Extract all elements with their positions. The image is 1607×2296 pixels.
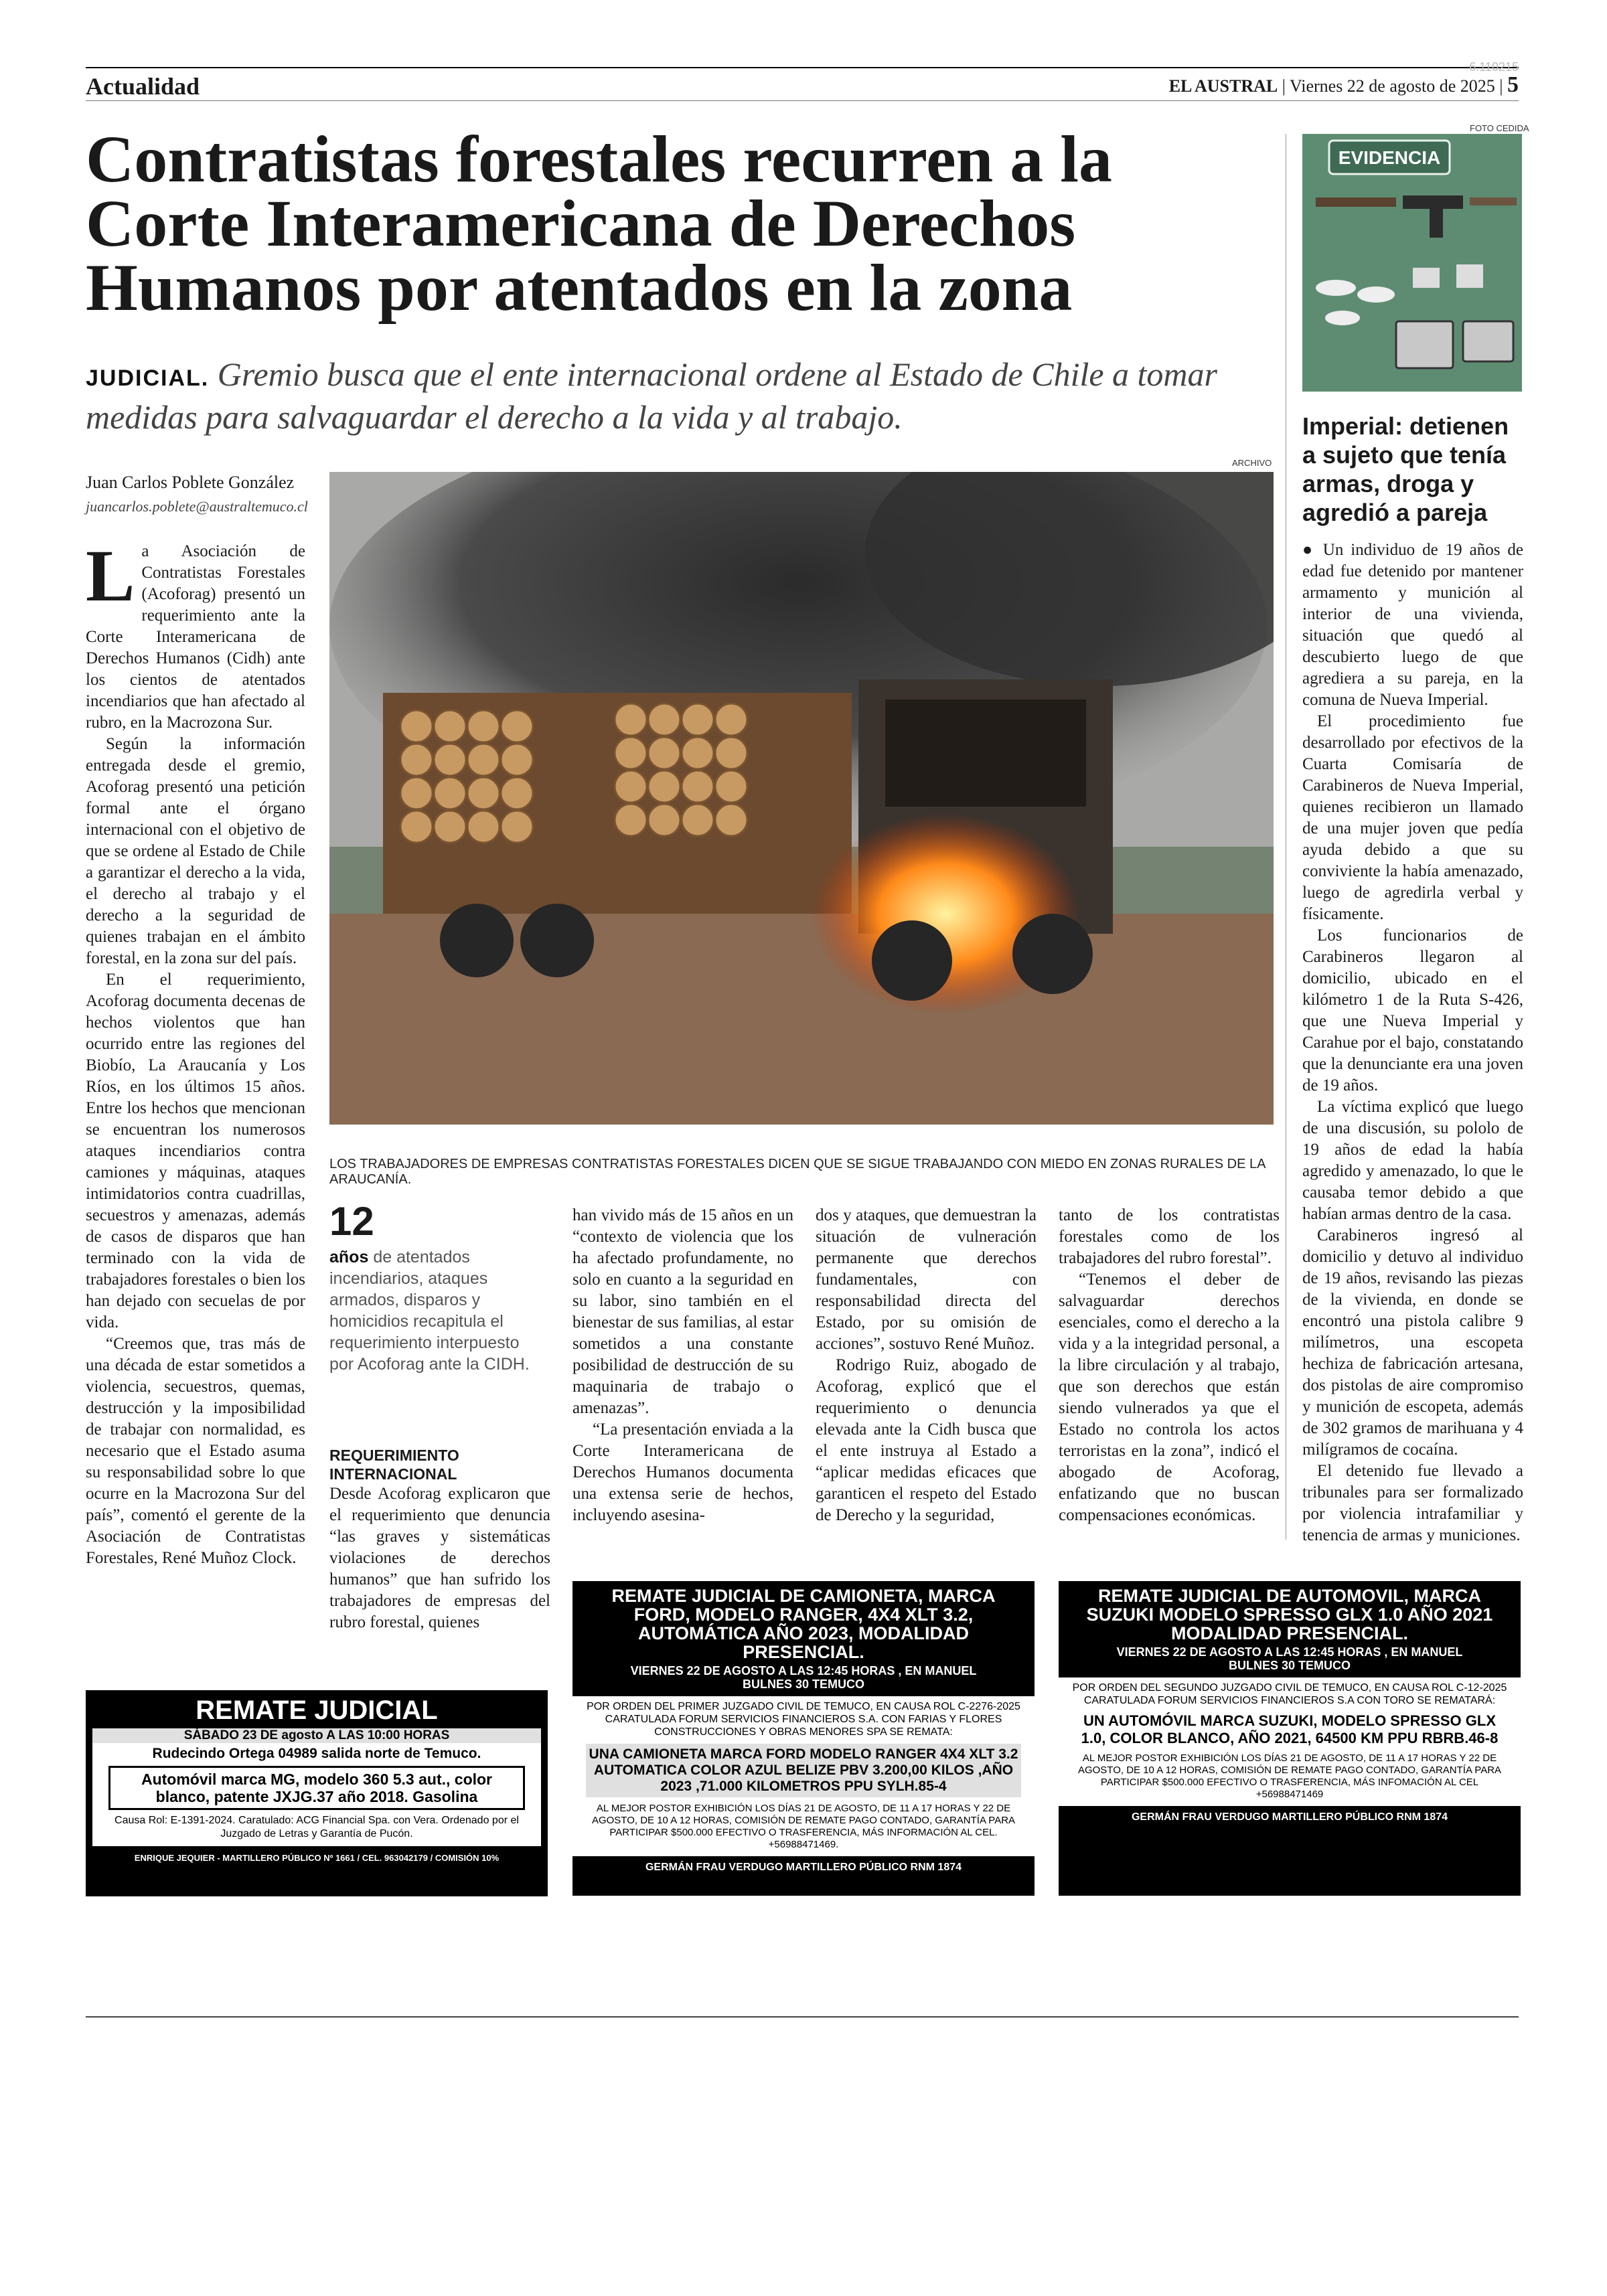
paragraph: tanto de los contratistas forestales como de los trabajadores del rubro forestal”. bbox=[1059, 1206, 1280, 1267]
ad-order: POR ORDEN DEL SEGUNDO JUZGADO CIVIL DE TEMUCO, EN CAUSA ROL C-12-2025 CARATULADA FORUM SERVICIOS FINANCIEROS S.A CON TORO SE REMATARÁ: bbox=[1072, 1682, 1507, 1706]
paragraph: Según la información entregada desde el gremio, Acoforag presentó una petición formal ante el órgano internacional con el objetivo de que se ordene al Estado de Chile a garantizar el derecho a la vida, el derecho al trabajo y el derecho a la seguridad de quienes trabajan en el ámbito forestal, en la zona sur del país. bbox=[86, 735, 305, 967]
drop-cap: L bbox=[86, 535, 135, 617]
evidence-illustration bbox=[1302, 134, 1522, 392]
top-rule bbox=[86, 67, 1519, 68]
photo-credit: ARCHIVO bbox=[1232, 458, 1272, 468]
header-rule bbox=[86, 100, 1519, 101]
paragraph: Carabineros ingresó al domicilio y detuvo al individuo de 19 años, revisando las piezas de la vivienda, en donde se encontró una pistola calibre 9 milímetros, una escopeta hechiza de fabricación artesana, dos pistolas de aire compromiso y munición de escopeta, además de 302 gramos de marihuana y 4 milígramos de cocaína. bbox=[1302, 1226, 1523, 1459]
stat-number: 12 bbox=[329, 1199, 374, 1244]
auction-ad-mg bbox=[86, 1690, 548, 1896]
stat-text bbox=[329, 1246, 537, 1375]
ad-terms: AL MEJOR POSTOR EXHIBICIÓN LOS DÍAS 21 DE AGOSTO, DE 11 A 17 HORAS Y 22 DE AGOSTO, DE 10 A 12 HORAS, COMISIÓN DE REMATE PAGO CONTADO, GARANTÍA PARA PARTICIPAR $500.000 EFECTIVO O TRASFERENCIA, MÁS INFOMACIÓN AL CEL +56988471469 bbox=[1077, 1752, 1502, 1800]
ad-footer: GERMÁN FRAU VERDUGO MARTILLERO PÚBLICO RNM 1874 bbox=[1131, 1811, 1448, 1823]
paragraph: La víctima explicó que luego de una discusión, su pololo de 19 años de edad la había agredido y amenazado, lo que le causaba temor debido a que habían armas dentro de la casa. bbox=[1302, 1098, 1523, 1223]
article-column-5 bbox=[1059, 1205, 1280, 1526]
paragraph: “La presentación enviada a la Corte Interamericana de Derechos Humanos documenta una extensa serie de hechos, incluyendo asesina- bbox=[572, 1420, 793, 1524]
ad-title: REMATE JUDICIAL DE CAMIONETA, MARCA FORD, MODELO RANGER, 4X4 XLT 3.2, AUTOMÁTICA AÑO 2023, MODALIDAD PRESENCIAL. bbox=[611, 1586, 996, 1662]
sidebar-headline: Imperial: detienen a sujeto que tenía armas, droga y agredió a pareja bbox=[1302, 412, 1509, 526]
ad-item: Automóvil marca MG, modelo 360 5.3 aut., color blanco, patente JXJG.37 año 2018. Gasolina bbox=[108, 1766, 525, 1810]
ad-title: REMATE JUDICIAL bbox=[196, 1696, 438, 1725]
footer-rule bbox=[86, 2016, 1519, 2018]
bullet-icon: ● bbox=[1302, 541, 1323, 559]
article-column-4 bbox=[816, 1205, 1037, 1526]
article-headline: Contratistas forestales recurren a la Corte Interamericana de Derechos Humanos por atentados en la zona bbox=[86, 122, 1113, 325]
page-code: 6.110215 bbox=[1469, 60, 1519, 74]
author-email: juancarlos.poblete@australtemuco.cl bbox=[86, 498, 308, 515]
ad-footer: GERMÁN FRAU VERDUGO MARTILLERO PÚBLICO RNM 1874 bbox=[645, 1862, 962, 1873]
paragraph: “Creemos que, tras más de una década de estar sometidos a violencia, secuestros, quemas, destrucción y la imposibilidad de trabajar con normalidad, es necesario que el Estado asuma su responsabilidad sobre lo que ocurre en la Macrozona Sur del país”, comentó el gerente de la Asociación de Contratistas Forestales, René Muñoz Clock. bbox=[86, 1335, 305, 1567]
ad-item: UNA CAMIONETA MARCA FORD MODELO RANGER 4X4 XLT 3.2 AUTOMATICA COLOR AZUL BELIZE PBV 3.200,00 KILOS ,AÑO 2023 ,71.000 KILOMETROS PPU SYLH.85-4 bbox=[586, 1744, 1021, 1797]
ad-item: UN AUTOMÓVIL MARCA SUZUKI, MODELO SPRESSO GLX 1.0, COLOR BLANCO, AÑO 2021, 64500 KM PPU RBRB.46-8 bbox=[1081, 1712, 1499, 1746]
paragraph: El procedimiento fue desarrollado por efectivos de la Cuarta Comisaría de Carabineros de Nueva Imperial, quienes recibieron un llamado de una mujer joven que pedía ayuda debido a que su conviviente la había amenazado, luego de agredirla verbal y físicamente. bbox=[1302, 712, 1523, 923]
paragraph: El detenido fue llevado a tribunales para ser formalizado por violencia intrafamiliar y tenencia de armas y municiones. bbox=[1302, 1462, 1523, 1544]
ad-date: VIERNES 22 DE AGOSTO A LAS 12:45 HORAS , EN MANUEL BULNES 30 TEMUCO bbox=[1116, 1645, 1463, 1672]
article-column-2 bbox=[329, 1446, 550, 1633]
paragraph: han vivido más de 15 años en un “contexto de violencia que los ha afectado profundamente, no solo en cuanto a la seguridad en su labor, sino también en el bienestar de sus familias, al estar sometidos a una constante posibilidad de destrucción de su maquinaria de trabajo o amenazas”. bbox=[572, 1206, 793, 1417]
stat-unit: años bbox=[329, 1248, 369, 1266]
ad-order: POR ORDEN DEL PRIMER JUZGADO CIVIL DE TEMUCO, EN CAUSA ROL C-2276-2025 CARATULADA FORUM SERVICIOS FINANCIEROS S.A. CON FARIAS Y FLORES CONSTRUCCIONES Y OBRAS MENORES SPA SE REMATA: bbox=[587, 1701, 1020, 1738]
evidence-photo bbox=[1302, 134, 1522, 392]
page-number: 5 bbox=[1507, 72, 1519, 97]
ad-date: SÁBADO 23 DE agosto A LAS 10:00 HORAS bbox=[92, 1728, 541, 1743]
ad-body bbox=[92, 1743, 541, 1846]
ad-body bbox=[1059, 1677, 1521, 1806]
article-column-1 bbox=[86, 535, 305, 1569]
ad-title: REMATE JUDICIAL DE AUTOMOVIL, MARCA SUZUKI MODELO SPRESSO GLX 1.0 AÑO 2021 MODALIDAD PRESENCIAL. bbox=[1086, 1586, 1493, 1643]
paragraph: En el requerimiento, Acoforag documenta decenas de hechos violentos que han ocurrido entre las regiones del Biobío, La Araucanía y Los Ríos, en los últimos 15 años. Entre los hechos que mencionan se encuentran los numerosos ataques incendiarios contra camiones y máquinas, ataques intimidatorios contra cuadrillas, secuestros y amenazas, además de casos de disparos que han terminado con la vida de trabajadores forestales o bien los han dejado con secuelas de por vida. bbox=[86, 971, 305, 1331]
photo-caption: LOS TRABAJADORES DE EMPRESAS CONTRATISTAS FORESTALES DICEN QUE SE SIGUE TRABAJANDO CON MIEDO EN ZONAS RURALES DE LA ARAUCANÍA. bbox=[329, 1157, 1266, 1187]
ad-terms: AL MEJOR POSTOR EXHIBICIÓN LOS DÍAS 21 DE AGOSTO, DE 11 A 17 HORAS Y 22 DE AGOSTO, DE 10 A 12 HORAS, COMISIÓN DE REMATE PAGO CONTADO, GARANTÍA PARA PARTICIPAR $500.000 EFECTIVO O TRASFERENCIA, MÁS INFORMACIÓN AL CEL. +56988471469. bbox=[591, 1803, 1016, 1850]
ad-body bbox=[572, 1696, 1035, 1856]
article-column-3 bbox=[572, 1205, 793, 1526]
sidebar-photo-credit: FOTO CEDIDA bbox=[1470, 123, 1529, 133]
ad-place: Rudecindo Ortega 04989 salida norte de Temuco. bbox=[152, 1746, 481, 1761]
publication-name: EL AUSTRAL bbox=[1168, 76, 1278, 96]
author-name: Juan Carlos Poblete González bbox=[86, 473, 295, 492]
paragraph: a Asociación de Contratistas Forestales (Acoforag) presentó un requerimiento ante la Corte Interamericana de Derechos Humanos (Cidh) ante los cientos de atentados incendiarios que han afectado al rubro, en la Macrozona Sur. bbox=[86, 542, 305, 732]
burning-truck-illustration bbox=[329, 472, 1274, 1125]
ad-legal: Causa Rol: E-1391-2024. Caratulado: ACG Financial Spa. con Vera. Ordenado por el Juzgado de Letras y Garantía de Pucón. bbox=[114, 1815, 519, 1839]
ad-date: VIERNES 22 DE AGOSTO A LAS 12:45 HORAS , EN MANUEL BULNES 30 TEMUCO bbox=[630, 1664, 977, 1691]
stat-description: de atentados incendiarios, ataques armados, disparos y homicidios recapitula el requerimiento interpuesto por Acoforag ante la CIDH. bbox=[329, 1248, 530, 1374]
article-lede bbox=[86, 355, 1264, 436]
article-kicker: JUDICIAL. bbox=[86, 365, 210, 391]
paragraph: Rodrigo Ruiz, abogado de Acoforag, explicó que el requerimiento o denuncia elevada ante la Cidh busca que el ente instruya al Estado a “aplicar medidas eficaces que garanticen el respeto del Estado de Derecho y la seguridad, bbox=[816, 1356, 1037, 1524]
evidence-label: EVIDENCIA bbox=[1338, 147, 1441, 168]
paragraph: Desde Acoforag explicaron que el requerimiento que denuncia “las graves y sistemáticas violaciones de derechos humanos” que han sufrido los trabajadores de empresas del rubro forestal, quienes bbox=[329, 1485, 550, 1631]
paragraph: “Tenemos el deber de salvaguardar derechos esenciales, como el derecho a la vida y a la integridad personal, a la libre circulación y al trabajo, que son derechos que están siendo vulnerados ya que el Estado no controla los actos terroristas en la zona”, indicó el abogado de Acoforag, enfatizando que no buscan compensaciones económicas. bbox=[1059, 1270, 1280, 1524]
paragraph: Los funcionarios de Carabineros llegaron al domicilio, ubicado en el kilómetro 1 de la Ruta S-426, que une Nueva Imperial y Carahue por el bajo, constatando que la denunciante era una joven de 19 años. bbox=[1302, 926, 1523, 1094]
ad-footer: ENRIQUE JEQUIER - MARTILLERO PÚBLICO Nº 1661 / CEL. 963042179 / COMISIÓN 10% bbox=[134, 1853, 500, 1863]
lede-text: Gremio busca que el ente internacional ordene al Estado de Chile a tomar medidas para salvaguardar el derecho a la vida y al trabajo. bbox=[86, 355, 1217, 436]
subhead: REQUERIMIENTO INTERNACIONAL bbox=[329, 1447, 459, 1483]
paragraph: dos y ataques, que demuestran la situación de vulneración permanente que derechos fundamentales, con responsabilidad directa del Estado, por su omisión de acciones”, sostuvo René Muñoz. bbox=[816, 1206, 1037, 1353]
auction-ad-suzuki bbox=[1059, 1581, 1521, 1896]
masthead: EL AUSTRAL | Viernes 22 de agosto de 2025 | 5 bbox=[1168, 72, 1519, 97]
section-label: Actualidad bbox=[86, 73, 200, 100]
burning-truck-photo bbox=[329, 472, 1274, 1125]
auction-ad-ford bbox=[572, 1581, 1035, 1896]
issue-date: Viernes 22 de agosto de 2025 bbox=[1290, 76, 1495, 96]
paragraph: Un individuo de 19 años de edad fue detenido por mantener armamento y munición al interior de una vivienda, situación que quedó al descubierto luego de que agrediera a su pareja, en la comuna de Nueva Imperial. bbox=[1302, 541, 1523, 709]
sidebar-column bbox=[1302, 540, 1523, 1546]
